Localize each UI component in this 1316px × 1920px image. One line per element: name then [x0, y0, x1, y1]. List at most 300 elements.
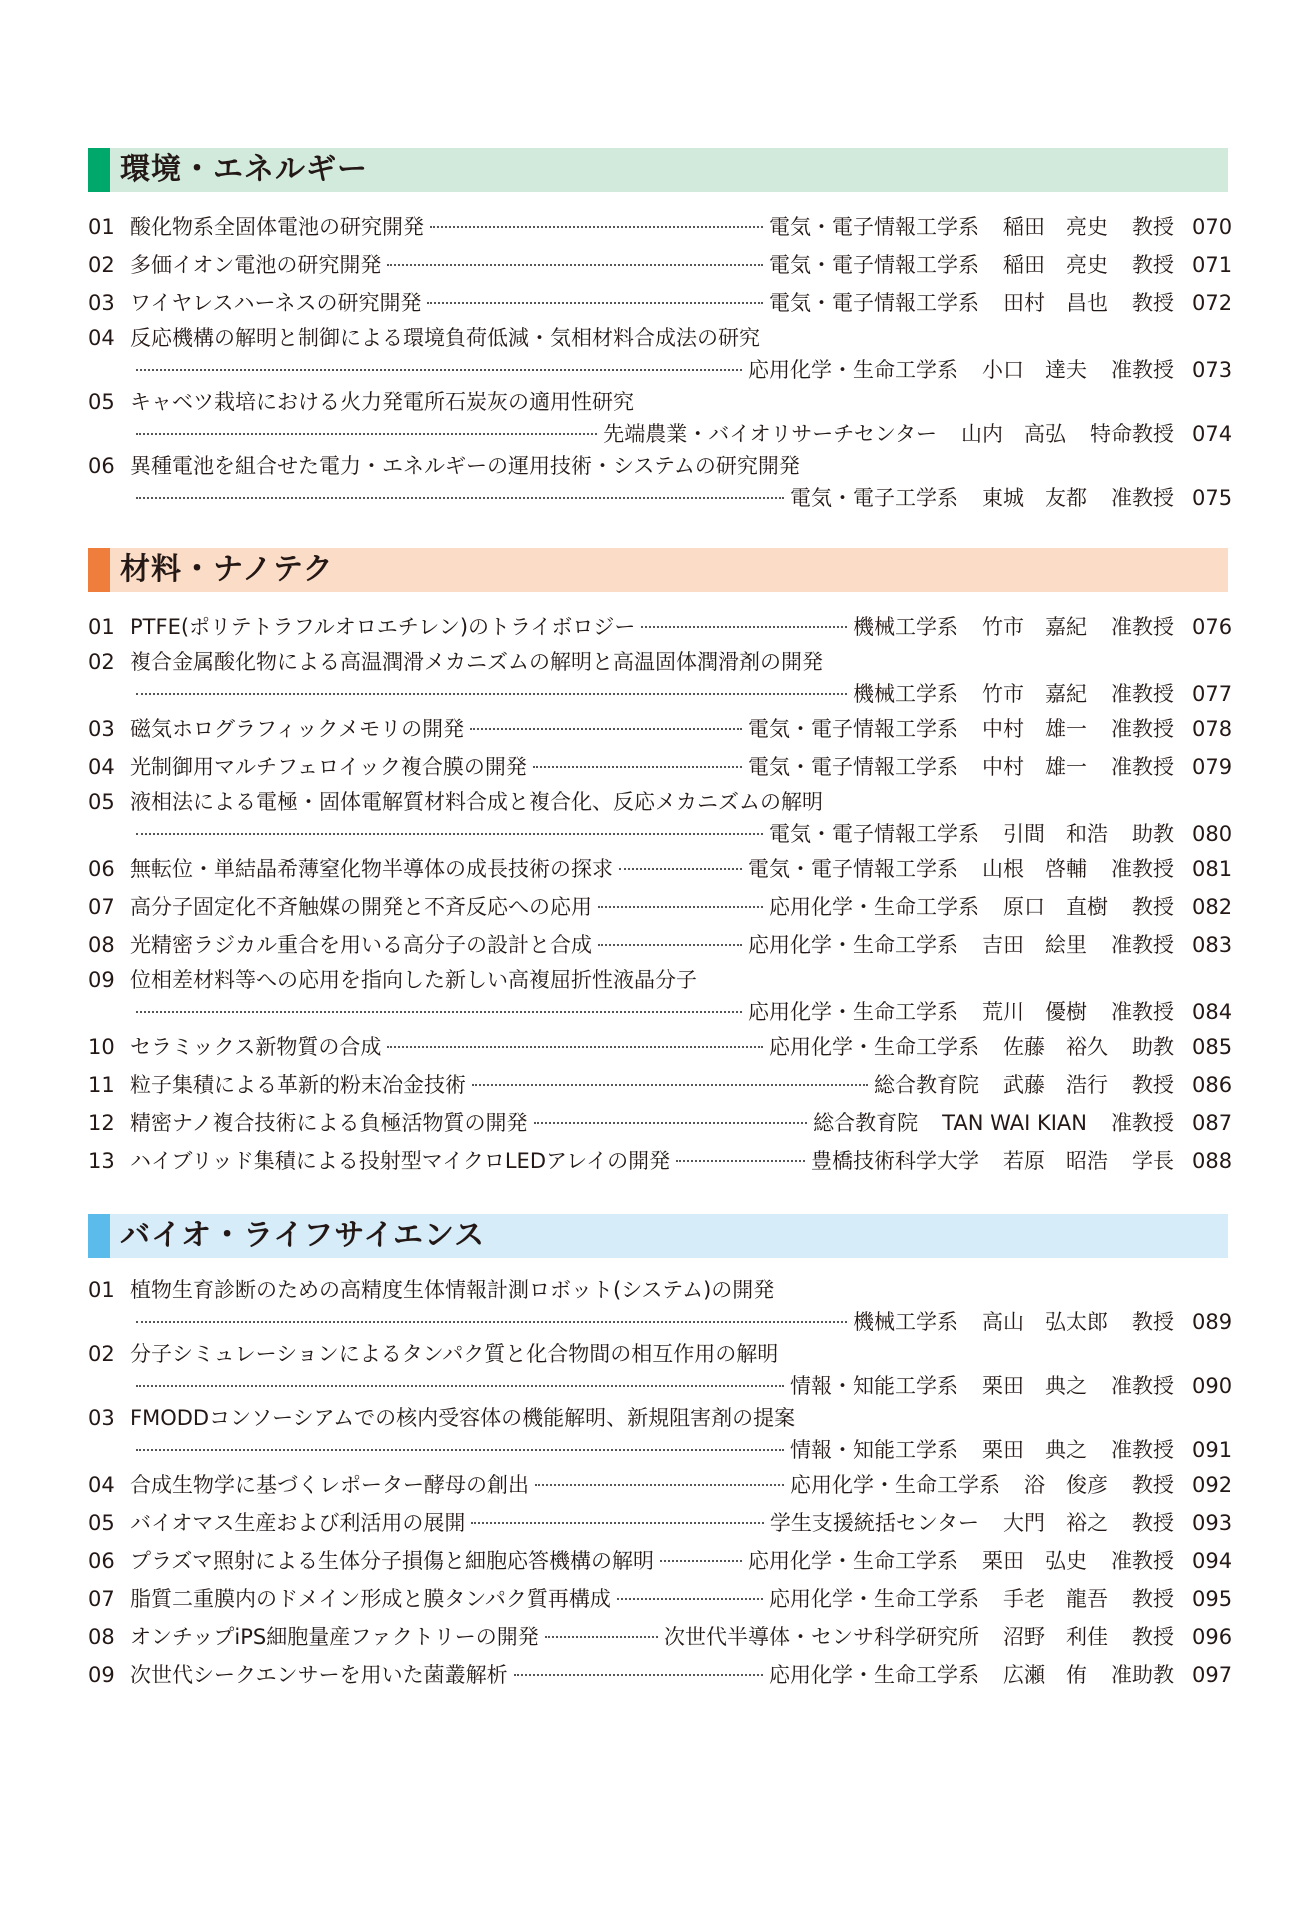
entry-title-row	[88, 450, 1228, 482]
entry-title-row	[88, 386, 1228, 418]
entry-number: 07	[88, 895, 115, 919]
entry-number: 09	[88, 968, 115, 992]
dot-leader	[136, 433, 597, 435]
entry-title: 位相差材料等への応用を指向した新しい高複屈折性液晶分子	[130, 968, 697, 992]
entry-department: 情報・知能工学系	[790, 1438, 958, 1462]
entry-title: 多価イオン電池の研究開発	[130, 253, 382, 277]
entry-title-row	[88, 1338, 1228, 1370]
entry-position: 准教授	[1111, 857, 1174, 881]
entry-row	[88, 1580, 1233, 1618]
entry-title: セラミックス新物質の合成	[130, 1035, 382, 1059]
entry-page-number: 085	[1192, 1035, 1233, 1059]
entry-author: 中村 雄一	[982, 755, 1087, 779]
entry-department: 学生支援統括センター	[769, 1511, 979, 1535]
entry-author: 浴 俊彦	[1024, 1473, 1108, 1497]
entry-number: 06	[88, 1549, 115, 1573]
dot-leader	[598, 906, 763, 908]
toc-entry[interactable]	[88, 964, 1233, 1028]
entry-position: 助教	[1132, 1035, 1174, 1059]
toc-entry[interactable]	[88, 646, 1233, 710]
entry-author: 原口 直樹	[1003, 895, 1108, 919]
entry-department: 豊橋技術科学大学	[811, 1149, 979, 1173]
entry-department: 先端農業・バイオリサーチセンター	[603, 422, 937, 446]
entry-author: 高山 弘太郎	[982, 1310, 1108, 1334]
entry-meta	[853, 608, 1233, 646]
entry-number: 05	[88, 1511, 115, 1535]
entry-row	[88, 1618, 1233, 1656]
entry-author: 田村 昌也	[1003, 291, 1108, 315]
entry-title: 分子シミュレーションによるタンパク質と化合物間の相互作用の解明	[130, 1342, 779, 1366]
entry-title: 脂質二重膜内のドメイン形成と膜タンパク質再構成	[130, 1587, 611, 1611]
entry-position: 准教授	[1111, 1000, 1174, 1024]
entry-page-number: 073	[1192, 358, 1233, 382]
toc-entry[interactable]	[88, 450, 1233, 514]
entry-number: 06	[88, 857, 115, 881]
toc-entry[interactable]	[88, 322, 1233, 386]
toc-entry[interactable]	[88, 1656, 1233, 1694]
entry-author: 栗田 弘史	[982, 1549, 1087, 1573]
entry-number: 01	[88, 1278, 115, 1302]
entry-position: 教授	[1132, 1473, 1174, 1497]
dot-leader	[427, 302, 763, 304]
entry-title-row	[88, 964, 1228, 996]
entry-department: 応用化学・生命工学系	[748, 358, 958, 382]
entry-row	[88, 1028, 1233, 1066]
entry-page-number: 089	[1192, 1310, 1233, 1334]
entry-meta	[769, 1028, 1233, 1066]
dot-leader	[533, 766, 742, 768]
entry-position: 教授	[1132, 1511, 1174, 1535]
toc-entry[interactable]	[88, 888, 1233, 926]
entry-title: 液相法による電極・固体電解質材料合成と複合化、反応メカニズムの解明	[130, 790, 823, 814]
entry-position: 准教授	[1111, 755, 1174, 779]
entry-number: 07	[88, 1587, 115, 1611]
entry-title-row	[88, 322, 1228, 354]
dot-leader	[136, 1321, 847, 1323]
toc-entry[interactable]	[88, 1142, 1233, 1180]
entry-position: 教授	[1132, 1073, 1174, 1097]
dot-leader	[534, 1122, 808, 1124]
toc-entry[interactable]	[88, 1466, 1233, 1504]
entry-position: 准教授	[1111, 1374, 1174, 1398]
entry-number: 03	[88, 291, 115, 315]
entry-title: バイオマス生産および利活用の展開	[130, 1511, 466, 1535]
entry-author: 若原 昭浩	[1003, 1149, 1108, 1173]
entry-title: 光精密ラジカル重合を用いる高分子の設計と合成	[130, 933, 592, 957]
entry-page-number: 086	[1192, 1073, 1233, 1097]
entry-row	[88, 1466, 1233, 1504]
entry-title-row	[88, 1274, 1228, 1306]
entry-row	[88, 1542, 1233, 1580]
entry-row	[88, 284, 1233, 322]
entry-author: 稲田 亮史	[1003, 253, 1108, 277]
entry-page-number: 096	[1192, 1625, 1233, 1649]
entry-author: TAN WAI KIAN	[942, 1111, 1087, 1135]
entry-meta	[813, 1104, 1233, 1142]
entry-department: 電気・電子情報工学系	[769, 253, 979, 277]
entry-author: 中村 雄一	[982, 717, 1087, 741]
entry-title: 合成生物学に基づくレポーター酵母の創出	[130, 1473, 529, 1497]
entry-page-number: 072	[1192, 291, 1233, 315]
entry-meta-row	[88, 1370, 1233, 1402]
entry-position: 教授	[1132, 253, 1174, 277]
entry-meta	[769, 1656, 1233, 1694]
entry-meta	[769, 818, 1233, 850]
dot-leader	[619, 868, 742, 870]
dot-leader	[136, 1011, 742, 1013]
toc-entry[interactable]	[88, 1274, 1233, 1338]
dot-leader	[535, 1484, 784, 1486]
entry-meta	[790, 482, 1233, 514]
section-title: 材料・ナノテク	[110, 548, 1228, 592]
entry-row	[88, 608, 1233, 646]
entry-row	[88, 1066, 1233, 1104]
entry-title: 次世代シークエンサーを用いた菌叢解析	[130, 1663, 508, 1687]
entry-page-number: 077	[1192, 682, 1233, 706]
entry-page-number: 075	[1192, 486, 1233, 510]
entry-row	[88, 1142, 1233, 1180]
entry-title: FMODDコンソーシアムでの核内受容体の機能解明、新規阻害剤の提案	[130, 1406, 796, 1430]
dot-leader	[387, 264, 763, 266]
entry-number: 01	[88, 215, 115, 239]
section-mat	[88, 548, 1233, 1180]
entry-title: ワイヤレスハーネスの研究開発	[130, 291, 422, 315]
toc-entry[interactable]	[88, 748, 1233, 786]
entry-department: 電気・電子情報工学系	[769, 215, 979, 239]
toc-entry[interactable]	[88, 386, 1233, 450]
entry-page-number: 084	[1192, 1000, 1233, 1024]
entry-number: 10	[88, 1035, 115, 1059]
entry-department: 次世代半導体・センサ科学研究所	[664, 1625, 979, 1649]
entry-position: 准教授	[1111, 615, 1174, 639]
dot-leader	[472, 1084, 868, 1086]
toc-entry[interactable]	[88, 1338, 1233, 1402]
entry-number: 02	[88, 253, 115, 277]
entry-author: 沼野 利佳	[1003, 1625, 1108, 1649]
entry-page-number: 097	[1192, 1663, 1233, 1687]
entry-author: 山根 啓輔	[982, 857, 1087, 881]
toc-entry[interactable]	[88, 608, 1233, 646]
entry-number: 08	[88, 1625, 115, 1649]
entry-title: 異種電池を組合せた電力・エネルギーの運用技術・システムの研究開発	[130, 454, 800, 478]
entry-position: 准教授	[1111, 1438, 1174, 1462]
entry-meta	[748, 926, 1233, 964]
entry-author: 栗田 典之	[982, 1438, 1087, 1462]
entry-position: 助教	[1132, 822, 1174, 846]
entry-author: 栗田 典之	[982, 1374, 1087, 1398]
entry-department: 応用化学・生命工学系	[748, 1000, 958, 1024]
entry-meta	[769, 888, 1233, 926]
dot-leader	[660, 1560, 742, 1562]
entry-department: 電気・電子情報工学系	[748, 755, 958, 779]
entry-meta-row	[88, 678, 1233, 710]
dot-leader	[136, 833, 763, 835]
entry-title-row	[88, 646, 1228, 678]
entry-meta	[769, 1580, 1233, 1618]
dot-leader	[470, 728, 742, 730]
entry-row	[88, 888, 1233, 926]
toc-entry[interactable]	[88, 1028, 1233, 1066]
entry-department: 電気・電子情報工学系	[748, 717, 958, 741]
toc-entry[interactable]	[88, 850, 1233, 888]
entry-position: 准教授	[1111, 682, 1174, 706]
section-color-bar	[88, 548, 110, 592]
entry-page-number: 092	[1192, 1473, 1233, 1497]
entry-position: 教授	[1132, 1625, 1174, 1649]
entry-page-number: 083	[1192, 933, 1233, 957]
entry-meta-row	[88, 1434, 1233, 1466]
entry-title: 粒子集積による革新的粉末冶金技術	[130, 1073, 466, 1097]
section-header	[88, 148, 1228, 192]
entry-title: 光制御用マルチフェロイック複合膜の開発	[130, 755, 527, 779]
entry-number: 13	[88, 1149, 115, 1173]
entry-number: 01	[88, 615, 115, 639]
section-bio	[88, 1214, 1233, 1694]
entry-author: 大門 裕之	[1003, 1511, 1108, 1535]
entry-page-number: 071	[1192, 253, 1233, 277]
entry-department: 応用化学・生命工学系	[769, 895, 979, 919]
entry-position: 教授	[1132, 291, 1174, 315]
entry-number: 09	[88, 1663, 115, 1687]
entry-title: プラズマ照射による生体分子損傷と細胞応答機構の解明	[130, 1549, 654, 1573]
section-title: 環境・エネルギー	[110, 148, 1228, 192]
entry-page-number: 087	[1192, 1111, 1233, 1135]
dot-leader	[471, 1522, 763, 1524]
entry-position: 准教授	[1111, 486, 1174, 510]
entry-department: 機械工学系	[853, 682, 958, 706]
dot-leader	[676, 1160, 805, 1162]
entry-position: 准教授	[1111, 717, 1174, 741]
entry-author: 吉田 絵里	[982, 933, 1087, 957]
entry-meta	[790, 1370, 1233, 1402]
entry-number: 08	[88, 933, 115, 957]
entry-row	[88, 1656, 1233, 1694]
entry-page-number: 094	[1192, 1549, 1233, 1573]
entry-title: キャベツ栽培における火力発電所石炭灰の適用性研究	[130, 390, 634, 414]
entry-meta	[603, 418, 1233, 450]
entry-number: 04	[88, 326, 115, 350]
dot-leader	[598, 944, 742, 946]
entry-number: 03	[88, 717, 115, 741]
entry-meta	[748, 1542, 1233, 1580]
entry-meta	[769, 246, 1233, 284]
section-title: バイオ・ライフサイエンス	[110, 1214, 1228, 1258]
entry-title: 無転位・単結晶希薄窒化物半導体の成長技術の探求	[130, 857, 613, 881]
entry-title: 精密ナノ複合技術による負極活物質の開発	[130, 1111, 528, 1135]
entry-position: 准教授	[1111, 933, 1174, 957]
entry-position: 准教授	[1111, 1549, 1174, 1573]
entry-page-number: 074	[1192, 422, 1233, 446]
dot-leader	[136, 497, 784, 499]
entry-number: 05	[88, 790, 115, 814]
entry-row	[88, 926, 1233, 964]
dot-leader	[136, 369, 742, 371]
entry-row	[88, 850, 1233, 888]
entry-author: 竹市 嘉紀	[982, 615, 1087, 639]
entry-number: 12	[88, 1111, 115, 1135]
entry-department: 応用化学・生命工学系	[769, 1035, 979, 1059]
section-env	[88, 148, 1233, 514]
entry-row	[88, 748, 1233, 786]
entry-author: 竹市 嘉紀	[982, 682, 1087, 706]
entry-meta-row	[88, 418, 1233, 450]
entry-department: 電気・電子情報工学系	[748, 857, 958, 881]
entry-author: 稲田 亮史	[1003, 215, 1108, 239]
entry-page-number: 080	[1192, 822, 1233, 846]
entry-department: 応用化学・生命工学系	[790, 1473, 1000, 1497]
entry-department: 情報・知能工学系	[790, 1374, 958, 1398]
entry-position: 教授	[1132, 215, 1174, 239]
entry-meta-row	[88, 354, 1233, 386]
entry-department: 電気・電子情報工学系	[769, 291, 979, 315]
dot-leader	[430, 226, 763, 228]
entry-meta	[790, 1466, 1233, 1504]
entry-row	[88, 208, 1233, 246]
toc-entry[interactable]	[88, 710, 1233, 748]
entry-position: 准教授	[1111, 1111, 1174, 1135]
entry-row	[88, 710, 1233, 748]
entry-row	[88, 1504, 1233, 1542]
entry-meta	[748, 748, 1233, 786]
dot-leader	[545, 1636, 658, 1638]
entry-department: 電気・電子工学系	[790, 486, 958, 510]
dot-leader	[641, 626, 847, 628]
entry-meta	[790, 1434, 1233, 1466]
entry-meta	[664, 1618, 1233, 1656]
entry-page-number: 082	[1192, 895, 1233, 919]
section-color-bar	[88, 1214, 110, 1258]
entry-author: 広瀬 侑	[1003, 1663, 1087, 1687]
entry-number: 05	[88, 390, 115, 414]
entry-title: ハイブリッド集積による投射型マイクロLEDアレイの開発	[130, 1149, 671, 1173]
entry-position: 教授	[1132, 1587, 1174, 1611]
entry-page-number: 076	[1192, 615, 1233, 639]
entry-department: 応用化学・生命工学系	[769, 1663, 979, 1687]
entry-title-row	[88, 786, 1228, 818]
entry-department: 電気・電子情報工学系	[769, 822, 979, 846]
entry-page-number: 088	[1192, 1149, 1233, 1173]
toc-entry[interactable]	[88, 1580, 1233, 1618]
entry-title: 複合金属酸化物による高温潤滑メカニズムの解明と高温固体潤滑剤の開発	[130, 650, 823, 674]
entry-title: オンチップiPS細胞量産ファクトリーの開発	[130, 1625, 539, 1649]
entry-meta-row	[88, 818, 1233, 850]
entry-page-number: 070	[1192, 215, 1233, 239]
section-header	[88, 1214, 1228, 1258]
entry-meta	[769, 1504, 1233, 1542]
entry-department: 総合教育院	[874, 1073, 979, 1097]
entry-meta	[748, 354, 1233, 386]
entry-title: 反応機構の解明と制御による環境負荷低減・気相材料合成法の研究	[130, 326, 760, 350]
entry-department: 機械工学系	[853, 615, 958, 639]
toc-entry[interactable]	[88, 1504, 1233, 1542]
entry-number: 02	[88, 650, 115, 674]
toc-entry[interactable]	[88, 284, 1233, 322]
dot-leader	[136, 693, 847, 695]
dot-leader	[136, 1385, 784, 1387]
entry-title: PTFE(ポリテトラフルオロエチレン)のトライボロジー	[130, 615, 636, 639]
entry-page-number: 095	[1192, 1587, 1233, 1611]
entry-position: 教授	[1132, 1310, 1174, 1334]
toc-entry[interactable]	[88, 926, 1233, 964]
toc-entry[interactable]	[88, 1066, 1233, 1104]
table-of-contents	[88, 148, 1233, 1728]
entry-department: 応用化学・生命工学系	[769, 1587, 979, 1611]
entry-page-number: 079	[1192, 755, 1233, 779]
entry-row	[88, 246, 1233, 284]
toc-entry[interactable]	[88, 246, 1233, 284]
section-color-bar	[88, 148, 110, 192]
toc-entry[interactable]	[88, 1104, 1233, 1142]
entry-meta	[769, 208, 1233, 246]
entry-meta-row	[88, 482, 1233, 514]
entry-meta	[769, 284, 1233, 322]
entry-department: 総合教育院	[813, 1111, 919, 1135]
entry-position: 准助教	[1111, 1663, 1174, 1687]
toc-entry[interactable]	[88, 1402, 1233, 1466]
section-header	[88, 548, 1228, 592]
entry-page-number: 090	[1192, 1374, 1233, 1398]
entry-page-number: 081	[1192, 857, 1233, 881]
dot-leader	[514, 1674, 763, 1676]
entry-row	[88, 1104, 1233, 1142]
dot-leader	[136, 1449, 784, 1451]
entry-author: 佐藤 裕久	[1003, 1035, 1108, 1059]
entry-position: 学長	[1132, 1149, 1174, 1173]
entry-position: 准教授	[1111, 358, 1174, 382]
entry-meta-row	[88, 996, 1233, 1028]
dot-leader	[617, 1598, 763, 1600]
entry-number: 02	[88, 1342, 115, 1366]
entry-page-number: 093	[1192, 1511, 1233, 1535]
toc-entry[interactable]	[88, 1618, 1233, 1656]
entry-meta	[748, 850, 1233, 888]
entry-number: 06	[88, 454, 115, 478]
entry-number: 04	[88, 1473, 115, 1497]
entry-meta	[748, 996, 1233, 1028]
dot-leader	[387, 1046, 763, 1048]
toc-entry[interactable]	[88, 1542, 1233, 1580]
entry-author: 山内 高弘	[961, 422, 1066, 446]
entry-meta	[853, 1306, 1233, 1338]
entry-meta	[874, 1066, 1233, 1104]
entry-title: 植物生育診断のための高精度生体情報計測ロボット(システム)の開発	[130, 1278, 775, 1302]
entry-page-number: 091	[1192, 1438, 1233, 1462]
entry-title: 高分子固定化不斉触媒の開発と不斉反応への応用	[130, 895, 592, 919]
toc-entry[interactable]	[88, 208, 1233, 246]
entry-number: 03	[88, 1406, 115, 1430]
entry-meta	[811, 1142, 1233, 1180]
entry-page-number: 078	[1192, 717, 1233, 741]
entry-author: 小口 達夫	[982, 358, 1087, 382]
entry-author: 荒川 優樹	[982, 1000, 1087, 1024]
entry-title: 磁気ホログラフィックメモリの開発	[130, 717, 465, 741]
entry-author: 東城 友都	[982, 486, 1087, 510]
entry-position: 教授	[1132, 895, 1174, 919]
entry-department: 機械工学系	[853, 1310, 958, 1334]
entry-department: 応用化学・生命工学系	[748, 1549, 958, 1573]
entry-author: 手老 龍吾	[1003, 1587, 1108, 1611]
entry-title-row	[88, 1402, 1228, 1434]
toc-entry[interactable]	[88, 786, 1233, 850]
entry-meta	[853, 678, 1233, 710]
entry-number: 04	[88, 755, 115, 779]
entry-title: 酸化物系全固体電池の研究開発	[130, 215, 424, 239]
entry-meta	[748, 710, 1233, 748]
entry-author: 引間 和浩	[1003, 822, 1108, 846]
entry-department: 応用化学・生命工学系	[748, 933, 958, 957]
entry-number: 11	[88, 1073, 115, 1097]
entry-meta-row	[88, 1306, 1233, 1338]
